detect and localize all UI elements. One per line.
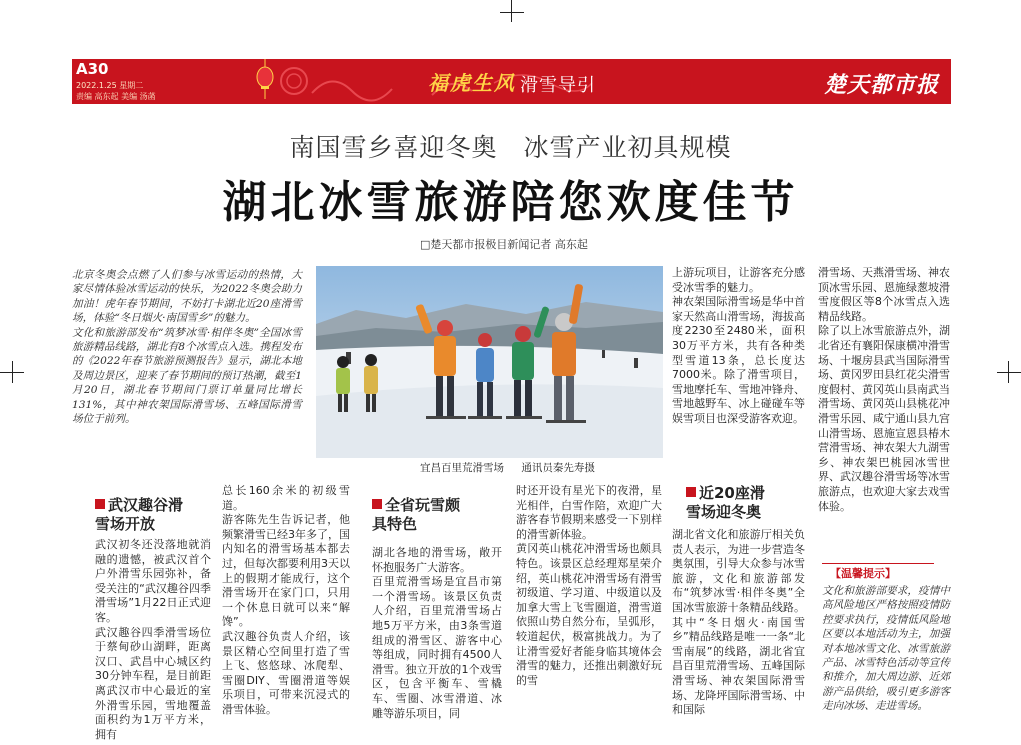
header-banner — [72, 59, 951, 104]
crop-mark-top — [511, 0, 512, 22]
crop-mark-top-h — [500, 12, 524, 13]
headline: 湖北冰雪旅游陪您欢度佳节 — [222, 177, 799, 228]
section-title-20-resorts: 近20座滑 雪场迎冬奥 — [686, 484, 765, 521]
section-marker-icon — [686, 487, 696, 497]
section-title-wuhan: 武汉趣谷滑 雪场开放 — [95, 496, 184, 533]
festival-slogan: 福虎生风 — [428, 71, 516, 95]
lantern-icon — [252, 59, 278, 104]
crop-mark-right — [997, 372, 1021, 373]
byline: □楚天都市报极目新闻记者 高东起 — [420, 238, 588, 251]
intro-paragraph: 北京冬奥会点燃了人们参与冰雪运动的热情，大家尽情体验冰雪运动的快乐，为2022冬奥会助力加油！虎年春节期间，不妨打卡湖北近20座滑雪场，体验“冬日烟火·南国雪乡”的魅力。 文化和旅游部发布“筑梦冰雪·相伴冬奥”全国冰雪旅游精品线路，湖北有8个冰雪点入选。携程发布的《2022年春节旅游预测报告》显示，湖北本地及周边景区，迎来了春节期间的预订热潮，截至1月20日，湖北春节期间门票订单量同比增长131%，其中神农架国际滑雪场、五峰国际滑雪场位于前列。 — [72, 269, 302, 426]
section3-col1-text: 湖北省文化和旅游厅相关负责人表示，为进一步营造冬奥氛围，引导大众参与冰雪旅游，文化和旅游部发布“筑梦冰雪·相伴冬奥”全国冰雪旅游十条精品线路。其中“冬日烟火·南国雪乡”精品线路是唯一一条“北雪南展”的线路，湖北省宜昌百里荒滑雪场、五峰国际滑雪场、神农架国际滑雪场、龙降坪国际滑雪场、中和国际 — [672, 528, 805, 717]
col3-top-text: 上游玩项目，让游客充分感受冰雪季的魅力。 神农架国际滑雪场是华中首家天然高山滑雪场，海拔高度2230至2480米，面积30万平方米，共有各种类型雪道13条，总长度达7000米。除了滑雪项目，雪地摩托车、雪地冲锋舟、雪地越野车、冰上碰碰车等娱雪项目也深受游客欢迎。 — [672, 266, 805, 425]
tip-text: 文化和旅游部要求，疫情中高风险地区严格按照疫情防控要求执行，疫情低风险地区要以本地活动为主，加强对本地冰雪文化、冰雪旅游产品、冰雪特色活动等宣传和推介，加大周边游、近郊游产品供给，吸引更多游客走向冰场、走进雪场。 — [822, 585, 950, 713]
crop-mark-left-v — [12, 361, 13, 383]
section2-col1-text: 湖北各地的滑雪场，敞开怀抱服务广大游客。 百里荒滑雪场是宜昌市第一个滑雪场。该景区负责人介绍，百里荒滑雪场占地5万平方米，由3条雪道组成的滑雪区、游客中心等组成，同时拥有4500人滑雪。独立开放的1个戏雪区，包含平衡车、雪橇车、雪圈、冰雪滑道、冰雕等游乐项目，同 — [372, 546, 502, 720]
caption-location: 宜昌百里荒滑雪场 — [420, 462, 504, 474]
section-marker-icon — [95, 499, 105, 509]
crop-mark-right-v — [1008, 361, 1009, 383]
skiers-photo — [316, 266, 663, 458]
tip-box — [822, 563, 934, 581]
photo-scene — [316, 266, 663, 458]
column-title: 滑雪导引 — [520, 75, 596, 96]
section1-col2-text: 总长160余米的初级雪道。 游客陈先生告诉记者，他频繁滑雪已经3年多了，国内知名的滑雪场基本都去过，但每次都要利用3天以上的假期才能成行，这个滑雪场开在家门口，只用一个休息日就可以来“解馋”。 武汉趣谷负责人介绍，该景区精心空间里打造了雪上飞、悠悠球、冰爬犁、雪圈DIY、雪圈滑道等娱乐项目，可带来沉浸式的滑雪体验。 — [222, 484, 350, 716]
page-number: A30 — [76, 60, 109, 78]
col4-top-text: 滑雪场、天燕滑雪场、神农顶冰雪乐园、恩施绿葱坡滑雪度假区等8个冰雪点入选精品线路。 除了以上冰雪旅游点外，湖北省还有襄阳保康横冲滑雪场、十堰房县武当国际滑雪场、黄冈罗田县红花尖滑雪度假村、黄冈英山县南武当滑雪场、黄冈英山县桃花冲滑雪乐园、咸宁通山县九宫山滑雪场、恩施宣恩县椿木营滑雪场、神农架大九湖雪乡、神农架巴桃园冰雪世界、武汉趣谷滑雪场等冰雪旅游点，也欢迎大家去戏雪体验。 — [818, 266, 950, 513]
caption-credit: 通讯员秦先寿摄 — [521, 462, 595, 474]
section-title-province: 全省玩雪颇 具特色 — [372, 496, 461, 533]
newspaper-logo: 楚天都市报 — [823, 72, 939, 98]
tip-label: 【温馨提示】 — [830, 567, 896, 580]
issue-date: 2022.1.25 星期二 — [76, 81, 144, 90]
photo-caption — [420, 460, 609, 475]
section1-col1-text: 武汉初冬还没落地就消融的遗憾，被武汉首个户外滑雪乐园弥补，备受关注的“武汉趣谷四季滑雪场”1月22日正式迎客。 武汉趣谷四季滑雪场位于蔡甸砂山湖畔，距离汉口、武昌中心城区约30分钟车程，是目前距离武汉市中心最近的室外滑雪乐园，雪地覆盖面积约为1万平方米，拥有 — [95, 538, 211, 741]
section2-col2-text: 时还开设有星光下的夜滑，星光相伴，白雪作陪，欢迎广大游客春节假期来感受一下别样的滑雪新体验。 黄冈英山桃花冲滑雪场也颇具特色。该景区总经理郑星荣介绍，英山桃花冲滑雪场有滑雪初级道、学习道、中级道以及加拿大雪上飞雪圈道，滑雪道依照山势自然分布，呈弧形，较道起伏，极富挑战力。为了让滑雪爱好者能身临其境体会滑雪的魅力，还推出刺激好玩的雪 — [516, 484, 662, 687]
section-marker-icon — [372, 499, 382, 509]
editors-credit: 责编 高东起 美编 汤菡 — [76, 92, 156, 101]
subheadline: 南国雪乡喜迎冬奥 冰雪产业初具规模 — [289, 133, 732, 162]
